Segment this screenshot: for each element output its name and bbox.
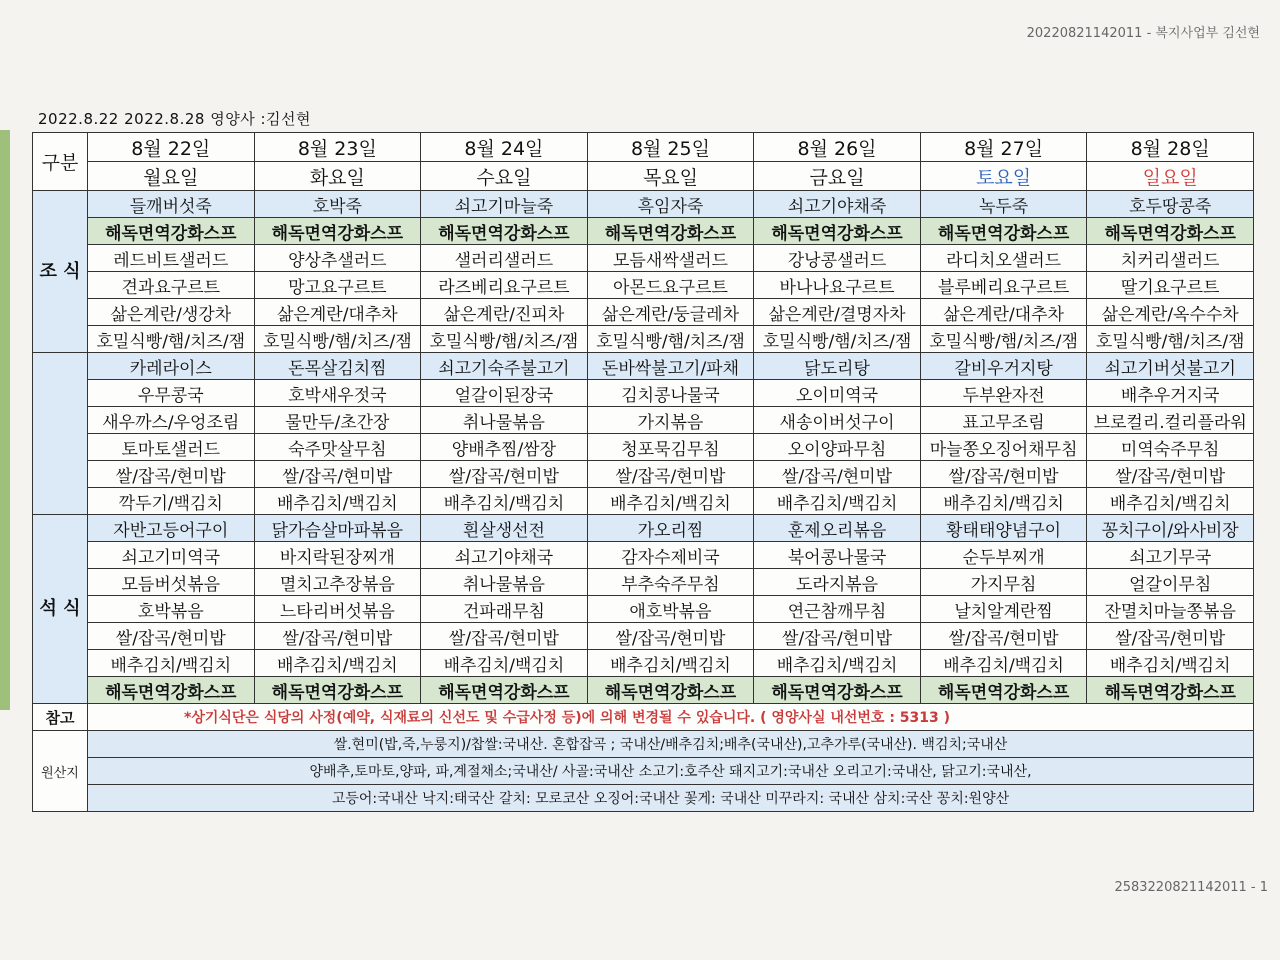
menu-item: 돈목살김치찜 (254, 353, 421, 380)
breakfast-row (33, 218, 1254, 245)
menu-item: 배추김치/백김치 (421, 488, 588, 515)
menu-item: 쇠고기숙주불고기 (421, 353, 588, 380)
origin-row (33, 731, 1254, 758)
origin-row (33, 758, 1254, 785)
menu-item: 브로컬리.컬리플라워 (1087, 407, 1254, 434)
menu-item: 삶은계란/생강차 (88, 299, 255, 326)
dinner-row (33, 677, 1254, 704)
dinner-row (33, 542, 1254, 569)
menu-title: 2022.8.22 2022.8.28 영양사 :김선현 (38, 110, 311, 128)
menu-item: 순두부찌개 (920, 542, 1087, 569)
menu-item: 쇠고기무국 (1087, 542, 1254, 569)
breakfast-row (33, 245, 1254, 272)
menu-item: 잔멸치마늘쫑볶음 (1087, 596, 1254, 623)
date-cell: 8월 24일 (421, 133, 588, 162)
menu-item: 배추김치/백김치 (88, 650, 255, 677)
weekday-row (33, 162, 1254, 191)
menu-item: 배추김치/백김치 (1087, 488, 1254, 515)
menu-item: 도라지볶음 (754, 569, 921, 596)
weekly-menu-table (32, 132, 1254, 812)
menu-item: 쇠고기미역국 (88, 542, 255, 569)
menu-item: 라디치오샐러드 (920, 245, 1087, 272)
menu-item: 해독면역강화스프 (88, 677, 255, 704)
menu-item: 쇠고기마늘죽 (421, 191, 588, 218)
menu-item: 감자수제비국 (587, 542, 754, 569)
lunch-row (33, 461, 1254, 488)
menu-item: 갈비우거지탕 (920, 353, 1087, 380)
menu-item: 해독면역강화스프 (254, 218, 421, 245)
menu-item: 해독면역강화스프 (1087, 218, 1254, 245)
menu-item: 쌀/잡곡/현미밥 (587, 461, 754, 488)
menu-item: 가오리찜 (587, 515, 754, 542)
menu-item: 배추김치/백김치 (254, 650, 421, 677)
weekday-cell: 일요일 (1087, 162, 1254, 191)
menu-item: 블루베리요구르트 (920, 272, 1087, 299)
menu-item: 흑임자죽 (587, 191, 754, 218)
menu-item: 자반고등어구이 (88, 515, 255, 542)
origin-row (33, 785, 1254, 812)
menu-item: 깍두기/백김치 (88, 488, 255, 515)
menu-item: 해독면역강화스프 (421, 218, 588, 245)
menu-item: 멸치고추장볶음 (254, 569, 421, 596)
dinner-row (33, 515, 1254, 542)
menu-item: 배추김치/백김치 (754, 488, 921, 515)
dinner-row (33, 596, 1254, 623)
menu-item: 모듬새싹샐러드 (587, 245, 754, 272)
breakfast-label: 조 식 (33, 191, 88, 353)
menu-item: 쇠고기버섯불고기 (1087, 353, 1254, 380)
menu-item: 황태태양념구이 (920, 515, 1087, 542)
menu-item: 라즈베리요구르트 (421, 272, 588, 299)
breakfast-row (33, 191, 1254, 218)
menu-item: 배추김치/백김치 (920, 488, 1087, 515)
menu-item: 쌀/잡곡/현미밥 (587, 623, 754, 650)
date-cell: 8월 22일 (88, 133, 255, 162)
origin-label: 원산지 (33, 731, 88, 812)
lunch-row (33, 488, 1254, 515)
weekday-cell: 월요일 (88, 162, 255, 191)
date-cell: 8월 25일 (587, 133, 754, 162)
menu-item: 얼갈이무침 (1087, 569, 1254, 596)
menu-item: 김치콩나물국 (587, 380, 754, 407)
menu-item: 배추김치/백김치 (587, 650, 754, 677)
menu-item: 쌀/잡곡/현미밥 (254, 461, 421, 488)
menu-item: 딸기요구르트 (1087, 272, 1254, 299)
menu-item: 들깨버섯죽 (88, 191, 255, 218)
menu-item: 해독면역강화스프 (421, 677, 588, 704)
weekday-cell: 금요일 (754, 162, 921, 191)
menu-item: 우무콩국 (88, 380, 255, 407)
lunch-row (33, 407, 1254, 434)
menu-item: 토마토샐러드 (88, 434, 255, 461)
menu-item: 삶은계란/대추차 (254, 299, 421, 326)
lunch-row (33, 434, 1254, 461)
category-label: 구분 (33, 133, 88, 191)
lunch-label (33, 353, 88, 515)
menu-item: 강낭콩샐러드 (754, 245, 921, 272)
menu-item: 삶은계란/둥글레차 (587, 299, 754, 326)
menu-item: 호밀식빵/햄/치즈/잼 (421, 326, 588, 353)
menu-item: 꽁치구이/와사비장 (1087, 515, 1254, 542)
menu-item: 해독면역강화스프 (754, 218, 921, 245)
menu-item: 오이양파무침 (754, 434, 921, 461)
menu-item: 훈제오리볶음 (754, 515, 921, 542)
origin-line: 쌀.현미(밥,죽,누룽지)/찹쌀:국내산. 혼합잡곡 ; 국내산/배추김치;배추(국내산),고추가루(국내산). 백김치;국내산 (88, 731, 1254, 758)
menu-item: 호박새우젓국 (254, 380, 421, 407)
dinner-row (33, 623, 1254, 650)
weekday-cell: 목요일 (587, 162, 754, 191)
date-cell: 8월 23일 (254, 133, 421, 162)
note-text: *상기식단은 식당의 사정(예약, 식재료의 신선도 및 수급사정 등)에 의해 변경될 수 있습니다. ( 영양사실 내선번호 : 5313 ) (88, 704, 1254, 731)
menu-item: 쌀/잡곡/현미밥 (920, 623, 1087, 650)
menu-item: 견과요구르트 (88, 272, 255, 299)
menu-item: 얼갈이된장국 (421, 380, 588, 407)
menu-item: 해독면역강화스프 (920, 218, 1087, 245)
origin-line: 고등어:국내산 낙지:태국산 갈치: 모로코산 오징어:국내산 꽃게: 국내산 미꾸라지: 국내산 삼치:국산 꽁치:원양산 (88, 785, 1254, 812)
menu-item: 모듬버섯볶음 (88, 569, 255, 596)
menu-item: 삶은계란/대추차 (920, 299, 1087, 326)
menu-item: 호밀식빵/햄/치즈/잼 (587, 326, 754, 353)
dinner-row (33, 650, 1254, 677)
menu-item: 망고요구르트 (254, 272, 421, 299)
menu-item: 호밀식빵/햄/치즈/잼 (754, 326, 921, 353)
menu-item: 연근참깨무침 (754, 596, 921, 623)
menu-item: 카레라이스 (88, 353, 255, 380)
menu-item: 취나물볶음 (421, 569, 588, 596)
menu-item: 삶은계란/옥수수차 (1087, 299, 1254, 326)
menu-item: 녹두죽 (920, 191, 1087, 218)
menu-item: 호밀식빵/햄/치즈/잼 (254, 326, 421, 353)
menu-item: 양배추찜/쌈장 (421, 434, 588, 461)
menu-item: 배추우거지국 (1087, 380, 1254, 407)
menu-item: 해독면역강화스프 (587, 677, 754, 704)
menu-item: 삶은계란/결명자차 (754, 299, 921, 326)
menu-item: 쌀/잡곡/현미밥 (254, 623, 421, 650)
menu-item: 건파래무침 (421, 596, 588, 623)
menu-item: 쌀/잡곡/현미밥 (754, 623, 921, 650)
menu-item: 쌀/잡곡/현미밥 (88, 623, 255, 650)
menu-item: 쇠고기야채국 (421, 542, 588, 569)
menu-item: 쌀/잡곡/현미밥 (421, 623, 588, 650)
menu-item: 해독면역강화스프 (754, 677, 921, 704)
menu-item: 레드비트샐러드 (88, 245, 255, 272)
menu-item: 삶은계란/진피차 (421, 299, 588, 326)
menu-item: 쌀/잡곡/현미밥 (421, 461, 588, 488)
menu-item: 치커리샐러드 (1087, 245, 1254, 272)
menu-item: 쌀/잡곡/현미밥 (1087, 461, 1254, 488)
lunch-row (33, 353, 1254, 380)
menu-item: 가지무침 (920, 569, 1087, 596)
menu-item: 쌀/잡곡/현미밥 (88, 461, 255, 488)
menu-item: 해독면역강화스프 (1087, 677, 1254, 704)
menu-item: 두부완자전 (920, 380, 1087, 407)
breakfast-row (33, 272, 1254, 299)
date-cell: 8월 27일 (920, 133, 1087, 162)
menu-item: 배추김치/백김치 (421, 650, 588, 677)
lunch-row (33, 380, 1254, 407)
menu-item: 바지락된장찌개 (254, 542, 421, 569)
menu-item: 돈바싹불고기/파채 (587, 353, 754, 380)
menu-item: 배추김치/백김치 (920, 650, 1087, 677)
menu-item: 바나나요구르트 (754, 272, 921, 299)
menu-item: 닭가슴살마파볶음 (254, 515, 421, 542)
menu-item: 마늘쫑오징어채무침 (920, 434, 1087, 461)
date-row (33, 133, 1254, 162)
menu-item: 양상추샐러드 (254, 245, 421, 272)
date-cell: 8월 28일 (1087, 133, 1254, 162)
menu-item: 새송이버섯구이 (754, 407, 921, 434)
menu-item: 아몬드요구르트 (587, 272, 754, 299)
dinner-label: 석 식 (33, 515, 88, 704)
menu-item: 숙주맛살무침 (254, 434, 421, 461)
print-stamp-footer: 2583220821142011 - 1 (1114, 880, 1268, 895)
binder-edge (0, 130, 10, 710)
menu-item: 닭도리탕 (754, 353, 921, 380)
menu-item: 해독면역강화스프 (587, 218, 754, 245)
menu-item: 흰살생선전 (421, 515, 588, 542)
menu-item: 호밀식빵/햄/치즈/잼 (88, 326, 255, 353)
menu-item: 부추숙주무침 (587, 569, 754, 596)
menu-item: 호밀식빵/햄/치즈/잼 (1087, 326, 1254, 353)
menu-item: 호두땅콩죽 (1087, 191, 1254, 218)
menu-item: 해독면역강화스프 (920, 677, 1087, 704)
note-row (33, 704, 1254, 731)
menu-item: 호밀식빵/햄/치즈/잼 (920, 326, 1087, 353)
menu-item: 호박볶음 (88, 596, 255, 623)
menu-item: 배추김치/백김치 (587, 488, 754, 515)
menu-item: 새우까스/우엉조림 (88, 407, 255, 434)
date-cell: 8월 26일 (754, 133, 921, 162)
weekday-cell: 토요일 (920, 162, 1087, 191)
menu-item: 애호박볶음 (587, 596, 754, 623)
origin-line: 양배추,토마토,양파, 파,계절채소;국내산/ 사골:국내산 소고기:호주산 돼지고기:국내산 오리고기:국내산, 닭고기:국내산, (88, 758, 1254, 785)
breakfast-row (33, 326, 1254, 353)
menu-item: 미역숙주무침 (1087, 434, 1254, 461)
menu-item: 해독면역강화스프 (88, 218, 255, 245)
menu-item: 쌀/잡곡/현미밥 (1087, 623, 1254, 650)
menu-item: 북어콩나물국 (754, 542, 921, 569)
menu-item: 샐러리샐러드 (421, 245, 588, 272)
print-stamp-header: 20220821142011 - 복지사업부 김선현 (1026, 26, 1260, 41)
breakfast-row (33, 299, 1254, 326)
menu-item: 쌀/잡곡/현미밥 (920, 461, 1087, 488)
menu-item: 취나물볶음 (421, 407, 588, 434)
dinner-row (33, 569, 1254, 596)
menu-item: 가지볶음 (587, 407, 754, 434)
menu-item: 배추김치/백김치 (754, 650, 921, 677)
menu-item: 배추김치/백김치 (1087, 650, 1254, 677)
note-label: 참고 (33, 704, 88, 731)
menu-item: 물만두/초간장 (254, 407, 421, 434)
menu-item: 호박죽 (254, 191, 421, 218)
menu-item: 오이미역국 (754, 380, 921, 407)
menu-item: 날치알계란찜 (920, 596, 1087, 623)
menu-item: 해독면역강화스프 (254, 677, 421, 704)
menu-item: 쌀/잡곡/현미밥 (754, 461, 921, 488)
menu-item: 느타리버섯볶음 (254, 596, 421, 623)
menu-item: 쇠고기야채죽 (754, 191, 921, 218)
menu-item: 청포묵김무침 (587, 434, 754, 461)
menu-item: 표고무조림 (920, 407, 1087, 434)
weekday-cell: 화요일 (254, 162, 421, 191)
menu-item: 배추김치/백김치 (254, 488, 421, 515)
weekday-cell: 수요일 (421, 162, 588, 191)
